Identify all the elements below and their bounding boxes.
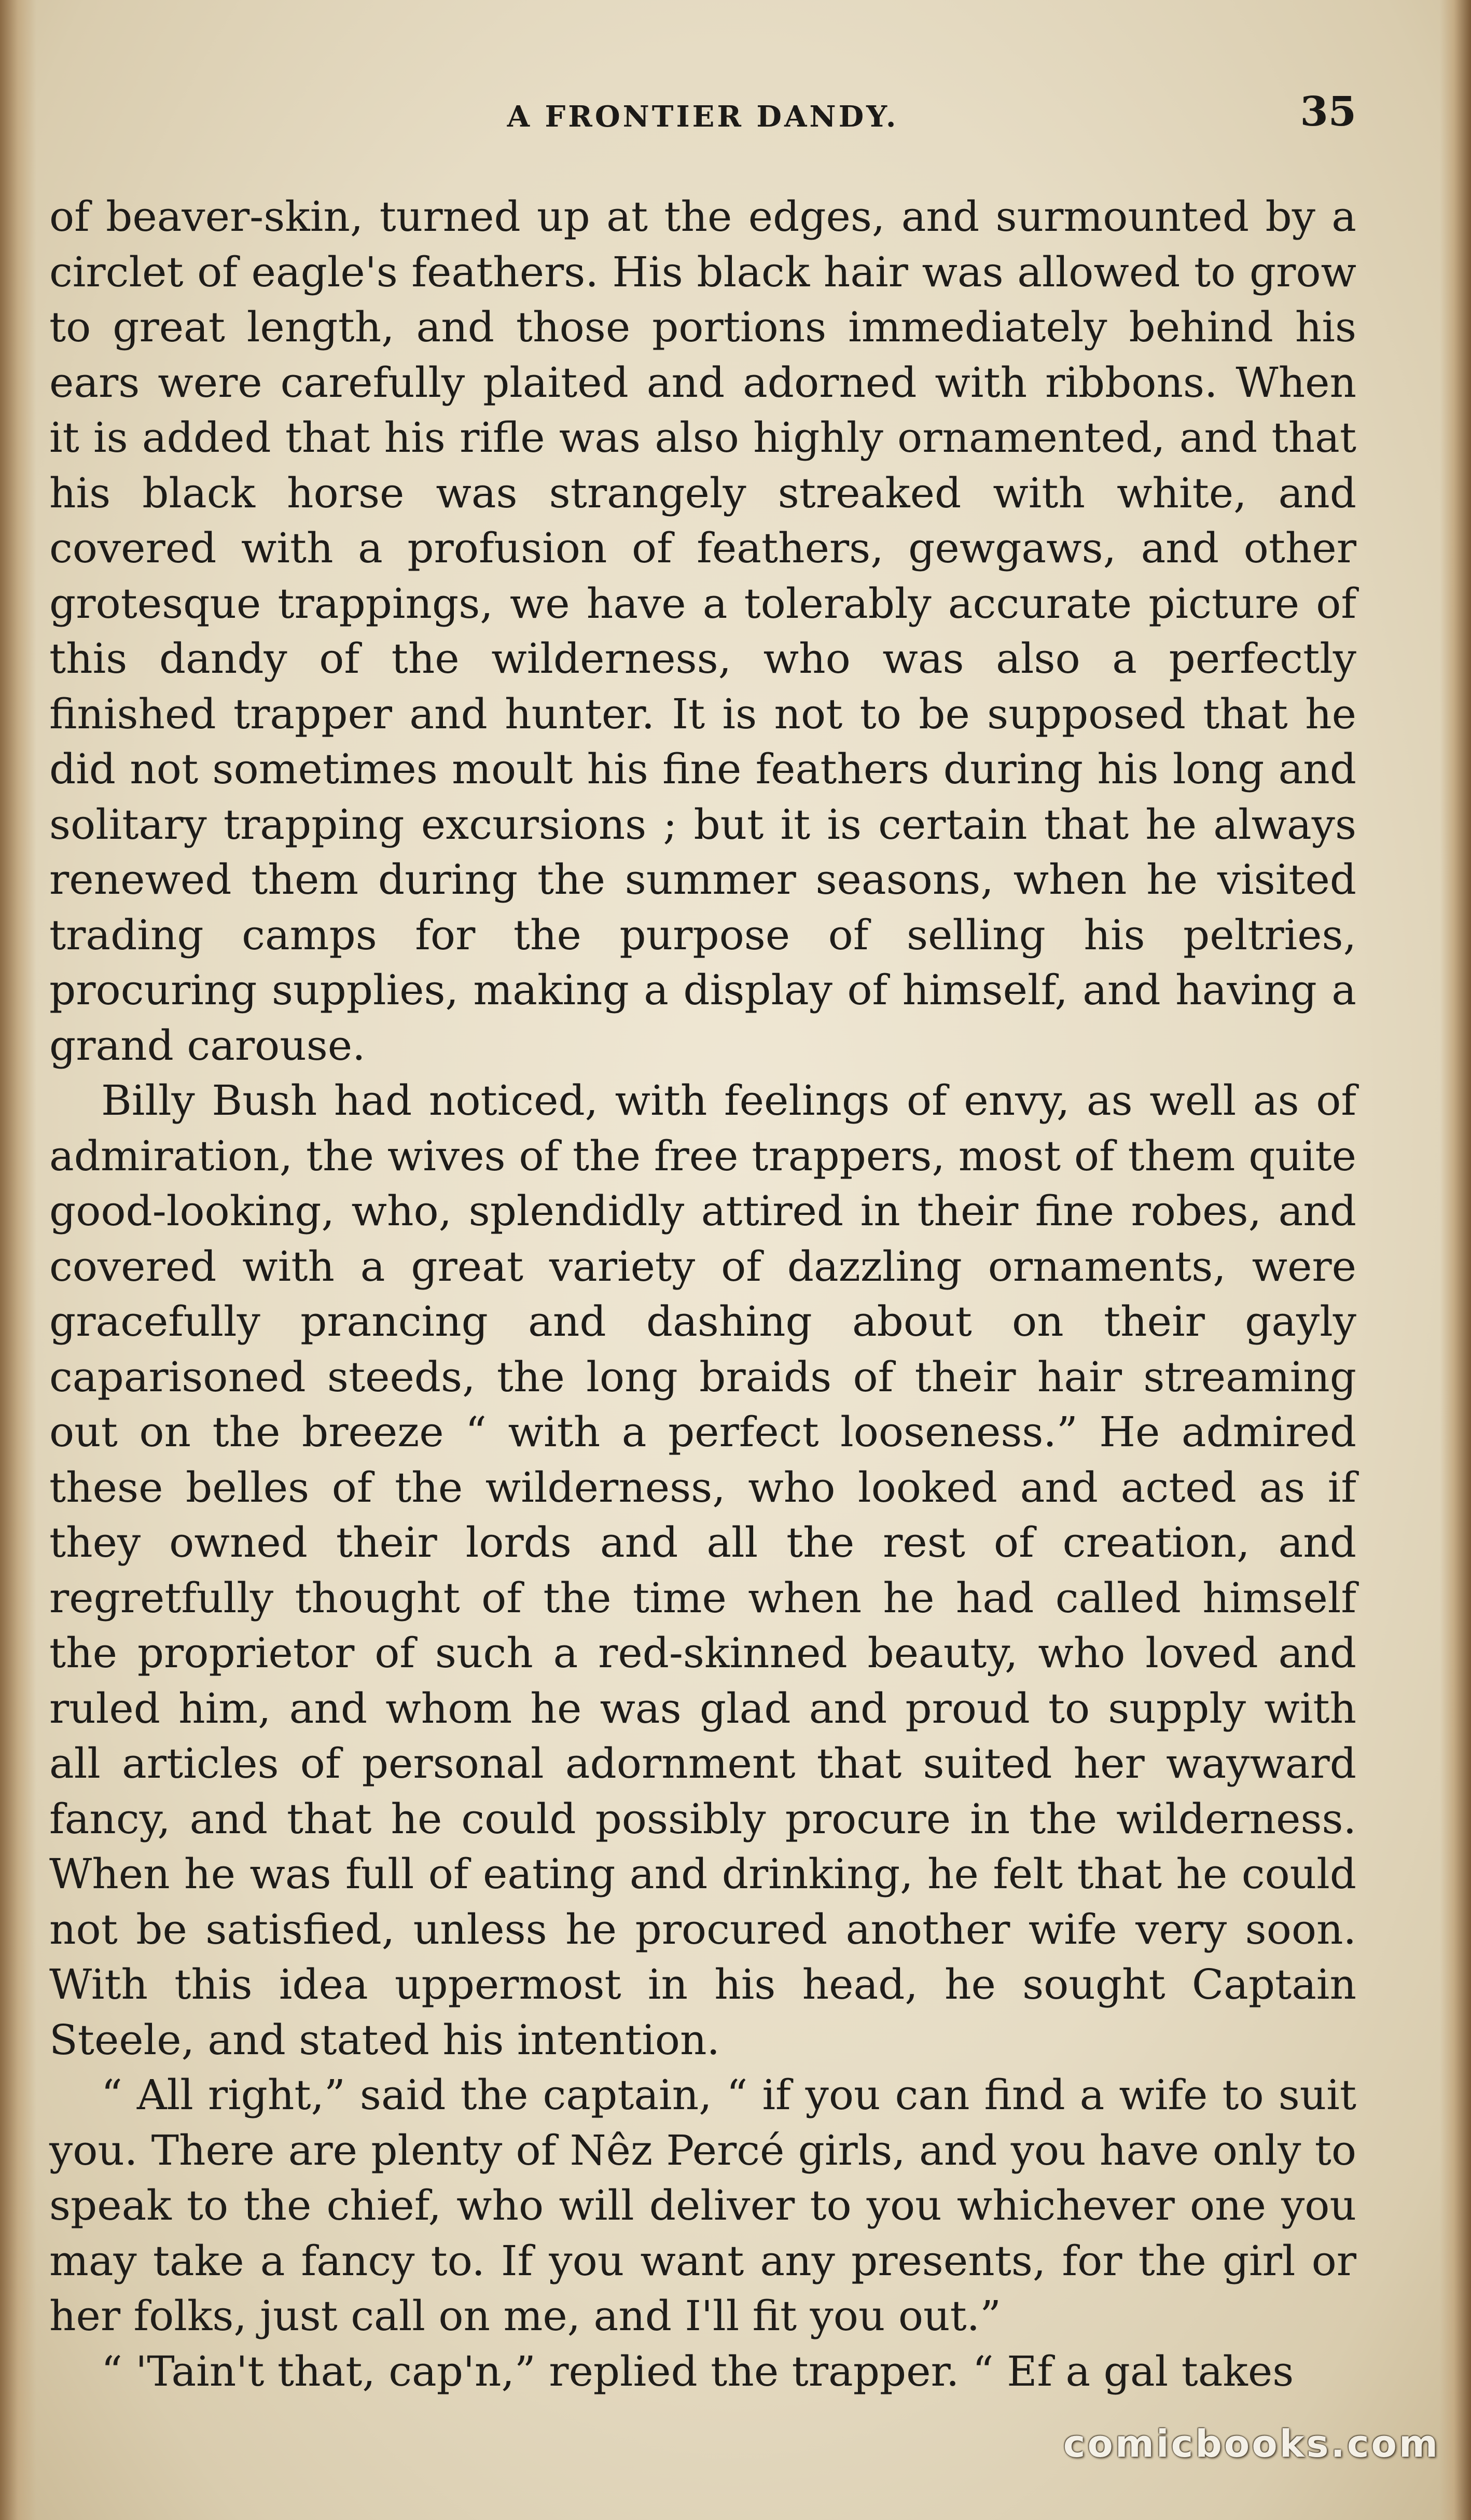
page-edge-left: [0, 0, 36, 2520]
page-number: 35: [1300, 88, 1356, 135]
paragraph: “ All right,” said the captain, “ if you can find a wife to suit you. There are plenty of Nêz Percé girls, and you have only to speak to the chief, who will deliver to you whichever one you may take a fancy to. If you want any presents, for the girl or her folks, just call on me, and I'll fit you out.”: [49, 2071, 1356, 2340]
paragraph: Billy Bush had noticed, with feelings of envy, as well as of admiration, the wives of the free trappers, most of them quite good-looking, who, splendidly attired in their fine robes, and covered with a great variety of dazzling ornaments, were gracefully prancing and dashing about on their gayly caparisoned steeds, the long braids of their hair streaming out on the breeze “ with a perfect looseness.” He admired these belles of the wilderness, who looked and acted as if they owned their lords and all the rest of creation, and regretfully thought of the time when he had called himself the proprietor of such a red-skinned beauty, who loved and ruled him, and whom he was glad and proud to supply with all articles of personal adornment that suited her wayward fancy, and that he could possibly procure in the wilderness. When he was full of eating and drinking, he felt that he could not be satisfied, unless he procured another wife very soon. With this idea uppermost in his head, he sought Captain Steele, and stated his intention.: [49, 1076, 1356, 2064]
page-edge-right: [1440, 0, 1471, 2520]
paragraph: “ 'Tain't that, cap'n,” replied the trapper. “ Ef a gal takes: [101, 2347, 1294, 2396]
page-header: [49, 88, 1356, 150]
body-text: [49, 189, 1356, 2399]
running-title: A FRONTIER DANDY.: [507, 100, 899, 134]
watermark: comicbooks.com: [1063, 2422, 1440, 2466]
paragraph: of beaver-skin, turned up at the edges, and surmounted by a circlet of eagle's feathers. His black hair was allowed to grow to great length, and those portions immediately behind his ears were carefully plaited and adorned with ribbons. When it is added that his rifle was also highly ornamented, and that his black horse was strangely streaked with white, and covered with a profusion of feathers, gewgaws, and other grotesque trappings, we have a tolerably accurate picture of this dandy of the wilderness, who was also a perfectly finished trapper and hunter. It is not to be supposed that he did not sometimes moult his fine feathers during his long and solitary trapping excursions ; but it is certain that he always renewed them during the summer seasons, when he visited trading camps for the purpose of selling his peltries, procuring supplies, making a display of himself, and having a grand carouse.: [49, 192, 1356, 1070]
